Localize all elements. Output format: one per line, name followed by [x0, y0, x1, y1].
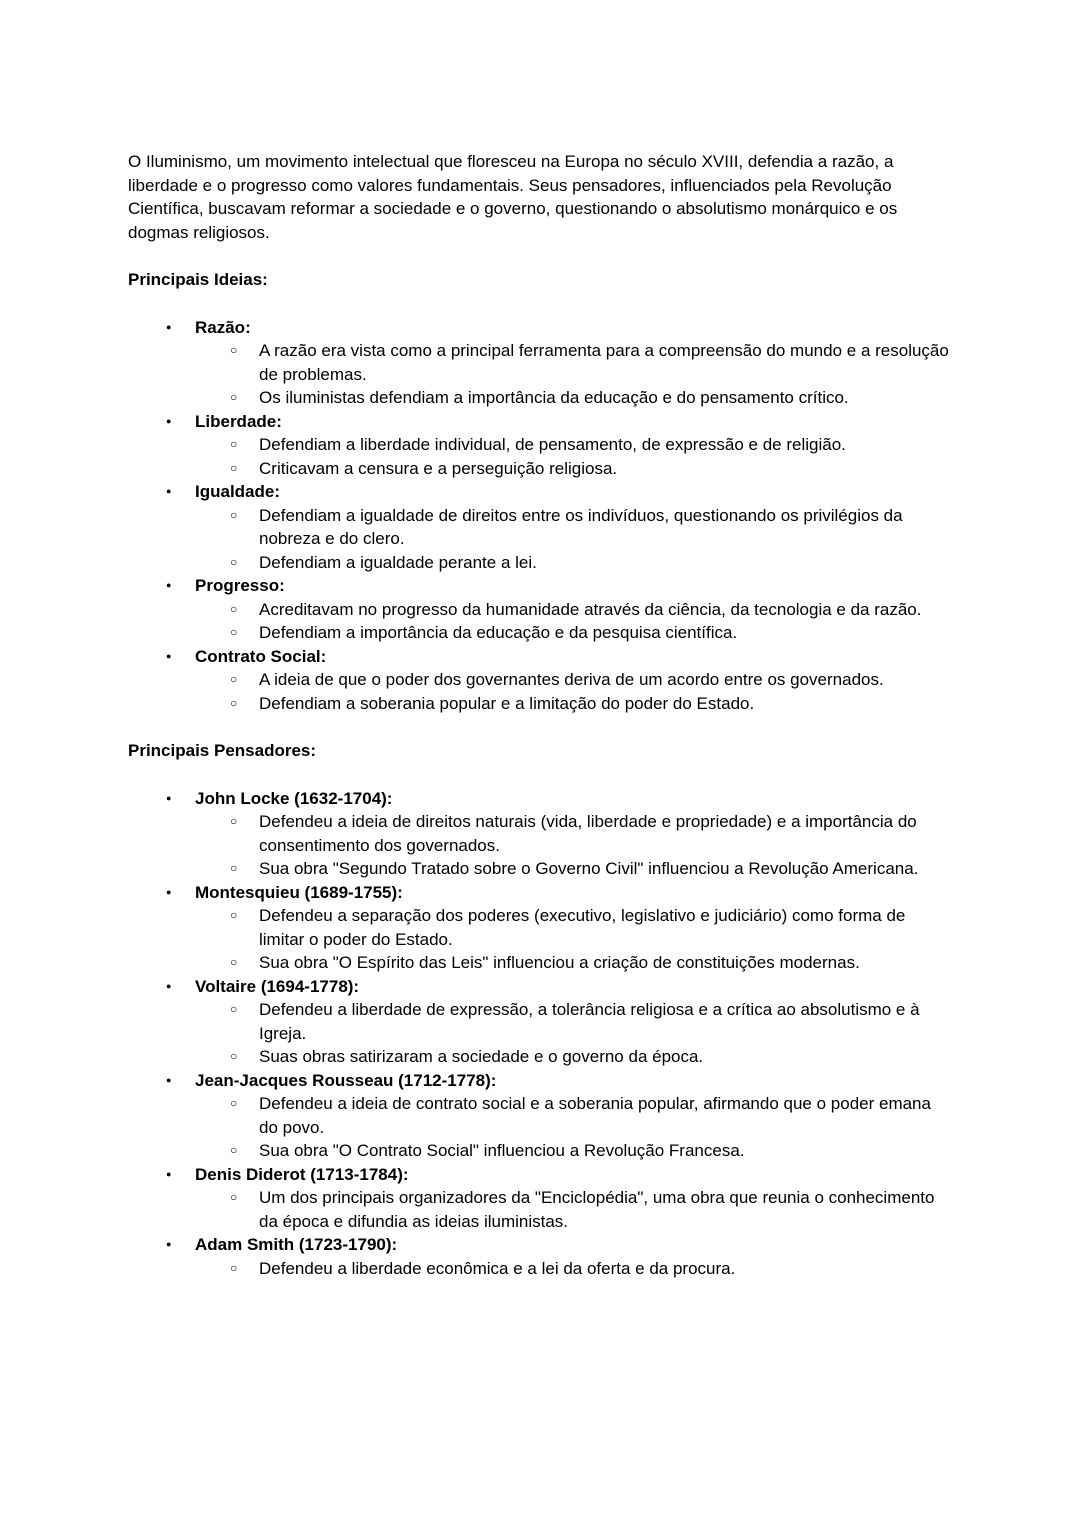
bullet-circle-icon: ○	[230, 1002, 238, 1016]
sub-list-item-text: Acreditavam no progresso da humanidade através da ciência, da tecnologia e da razão.	[259, 599, 922, 619]
list-item-body	[195, 1163, 952, 1234]
bullet-disc-icon: ●	[166, 980, 172, 991]
bullet-circle-icon: ○	[230, 1143, 238, 1157]
sub-list-item-text: Sua obra "O Espírito das Leis" influenciou a criação de constituições modernas.	[259, 953, 860, 972]
list-item	[128, 645, 952, 716]
bullet-circle-icon: ○	[230, 1049, 238, 1063]
sub-list-item-text: Defendeu a ideia de direitos naturais (vida, liberdade e propriedade) e a importância do consentimento dos governados.	[259, 812, 917, 855]
list-item-body	[195, 480, 952, 574]
list-item	[128, 574, 952, 645]
bullet-circle-icon: ○	[230, 437, 238, 451]
sub-list-item	[195, 998, 952, 1045]
bullet-circle-icon: ○	[230, 955, 238, 969]
intro-paragraph: O Iluminismo, um movimento intelectual que floresceu na Europa no século XVIII, defendia a razão, a liberdade e o progresso como valores fundamentais. Seus pensadores, influenciados pela Revolução Científica, buscavam reformar a sociedade e o governo, questionando o absolutismo monárquico e os dogmas religiosos.	[128, 152, 898, 242]
sub-list-item	[195, 457, 952, 481]
sub-list-item-text: Defendiam a igualdade perante a lei.	[259, 552, 537, 572]
list-item-title: Denis Diderot (1713-1784):	[195, 1164, 409, 1184]
list-item	[128, 975, 952, 1069]
list-item-body	[195, 1233, 952, 1280]
list-item-body	[195, 410, 952, 481]
list-item-body	[195, 574, 952, 645]
list-item-title: Jean-Jacques Rousseau (1712-1778):	[195, 1070, 497, 1090]
bullet-list	[128, 787, 952, 1281]
bullet-list	[128, 316, 952, 716]
list-item-title: Montesquieu (1689-1755):	[195, 882, 403, 902]
bullet-disc-icon: ●	[166, 650, 172, 661]
bullet-circle-icon: ○	[230, 814, 238, 828]
sub-list-item	[195, 1186, 952, 1233]
sub-list-item-text: Um dos principais organizadores da "Enciclopédia", uma obra que reunia o conhecimento da época e difundia as ideias iluministas.	[259, 1188, 935, 1231]
sub-list-item-text: Defendiam a liberdade individual, de pensamento, de expressão e de religião.	[259, 435, 846, 454]
bullet-circle-icon: ○	[230, 672, 238, 686]
list-item-title: Contrato Social:	[195, 646, 327, 666]
bullet-circle-icon: ○	[230, 601, 238, 616]
bullet-disc-icon: ●	[166, 580, 172, 590]
bullet-disc-icon: ●	[166, 1168, 172, 1179]
bullet-disc-icon: ●	[166, 1239, 172, 1249]
list-item	[128, 316, 952, 410]
bullet-disc-icon: ●	[166, 886, 172, 897]
bullet-circle-icon: ○	[230, 507, 238, 522]
list-item	[128, 1163, 952, 1234]
sub-list-item	[195, 621, 952, 645]
bullet-circle-icon: ○	[230, 861, 238, 875]
sub-list-item	[195, 951, 952, 975]
sub-list-item	[195, 668, 952, 692]
list-item	[128, 480, 952, 574]
list-item-body	[195, 881, 952, 975]
sub-list-item	[195, 810, 952, 857]
sub-list-item	[195, 1092, 952, 1139]
list-item-title: Progresso:	[195, 576, 285, 595]
bullet-circle-icon: ○	[230, 554, 238, 569]
sub-list-item	[195, 433, 952, 457]
sub-list-item	[195, 1045, 952, 1069]
list-item-body	[195, 1069, 952, 1163]
bullet-disc-icon: ●	[166, 321, 172, 332]
sub-list-item-text: A ideia de que o poder dos governantes deriva de um acordo entre os governados.	[259, 670, 884, 689]
list-item	[128, 1069, 952, 1163]
bullet-circle-icon: ○	[230, 625, 238, 639]
sub-list-item-text: Defendeu a separação dos poderes (executivo, legislativo e judiciário) como forma de limitar o poder do Estado.	[259, 906, 906, 949]
sub-list-item	[195, 692, 952, 716]
bullet-disc-icon: ●	[166, 486, 172, 496]
list-item-title: Voltaire (1694-1778):	[195, 976, 360, 996]
list-item	[128, 410, 952, 481]
list-item	[128, 881, 952, 975]
section-heading: Principais Pensadores:	[128, 741, 317, 760]
section-heading: Principais Ideias:	[128, 270, 268, 289]
sub-list-item	[195, 551, 952, 575]
sub-list-item-text: Defendeu a ideia de contrato social e a soberania popular, afirmando que o poder emana do povo.	[259, 1094, 931, 1137]
bullet-circle-icon: ○	[230, 460, 238, 475]
sub-list-item	[195, 504, 952, 551]
sub-list-item	[195, 1257, 952, 1281]
bullet-circle-icon: ○	[230, 695, 238, 710]
sub-list-item-text: Defendiam a soberania popular e a limitação do poder do Estado.	[259, 693, 755, 713]
bullet-circle-icon: ○	[230, 908, 238, 922]
bullet-circle-icon: ○	[230, 390, 238, 404]
bullet-circle-icon: ○	[230, 1260, 238, 1275]
list-item-body	[195, 316, 952, 410]
sub-list-item-text: Defendiam a igualdade de direitos entre os indivíduos, questionando os privilégios da nobreza e do clero.	[259, 505, 903, 548]
sub-list-item-text: Sua obra "O Contrato Social" influenciou a Revolução Francesa.	[259, 1141, 745, 1160]
sub-list-item	[195, 904, 952, 951]
sub-list-item	[195, 598, 952, 622]
sub-list-item-text: Os iluministas defendiam a importância da educação e do pensamento crítico.	[259, 388, 849, 407]
list-item	[128, 1233, 952, 1280]
bullet-disc-icon: ●	[166, 415, 172, 426]
list-item-body	[195, 645, 952, 716]
list-item-title: Liberdade:	[195, 411, 282, 431]
list-item	[128, 787, 952, 881]
sub-list-item	[195, 857, 952, 881]
bullet-circle-icon: ○	[230, 1190, 238, 1204]
list-item-body	[195, 975, 952, 1069]
bullet-circle-icon: ○	[230, 343, 238, 357]
sub-list-item-text: Suas obras satirizaram a sociedade e o governo da época.	[259, 1047, 704, 1066]
sub-list-item-text: Defendeu a liberdade econômica e a lei da oferta e da procura.	[259, 1258, 736, 1278]
sub-list-item-text: Sua obra "Segundo Tratado sobre o Governo Civil" influenciou a Revolução Americana.	[259, 859, 919, 878]
bullet-circle-icon: ○	[230, 1096, 238, 1110]
list-item-title: Razão:	[195, 317, 251, 337]
bullet-disc-icon: ●	[166, 1074, 172, 1085]
list-item-body	[195, 787, 952, 881]
list-item-title: Adam Smith (1723-1790):	[195, 1235, 398, 1254]
list-item-title: Igualdade:	[195, 482, 281, 501]
list-item-title: John Locke (1632-1704):	[195, 788, 393, 808]
bullet-disc-icon: ●	[166, 792, 172, 803]
document-sections	[128, 268, 952, 1280]
sub-list-item	[195, 339, 952, 386]
sub-list-item-text: Defendiam a importância da educação e da pesquisa científica.	[259, 623, 738, 642]
sub-list-item-text: A razão era vista como a principal ferramenta para a compreensão do mundo e a resolução de problemas.	[259, 341, 949, 384]
sub-list-item-text: Criticavam a censura e a perseguição religiosa.	[259, 458, 618, 478]
sub-list-item	[195, 386, 952, 410]
sub-list-item-text: Defendeu a liberdade de expressão, a tolerância religiosa e a crítica ao absolutismo e à Igreja.	[259, 1000, 920, 1043]
sub-list-item	[195, 1139, 952, 1163]
